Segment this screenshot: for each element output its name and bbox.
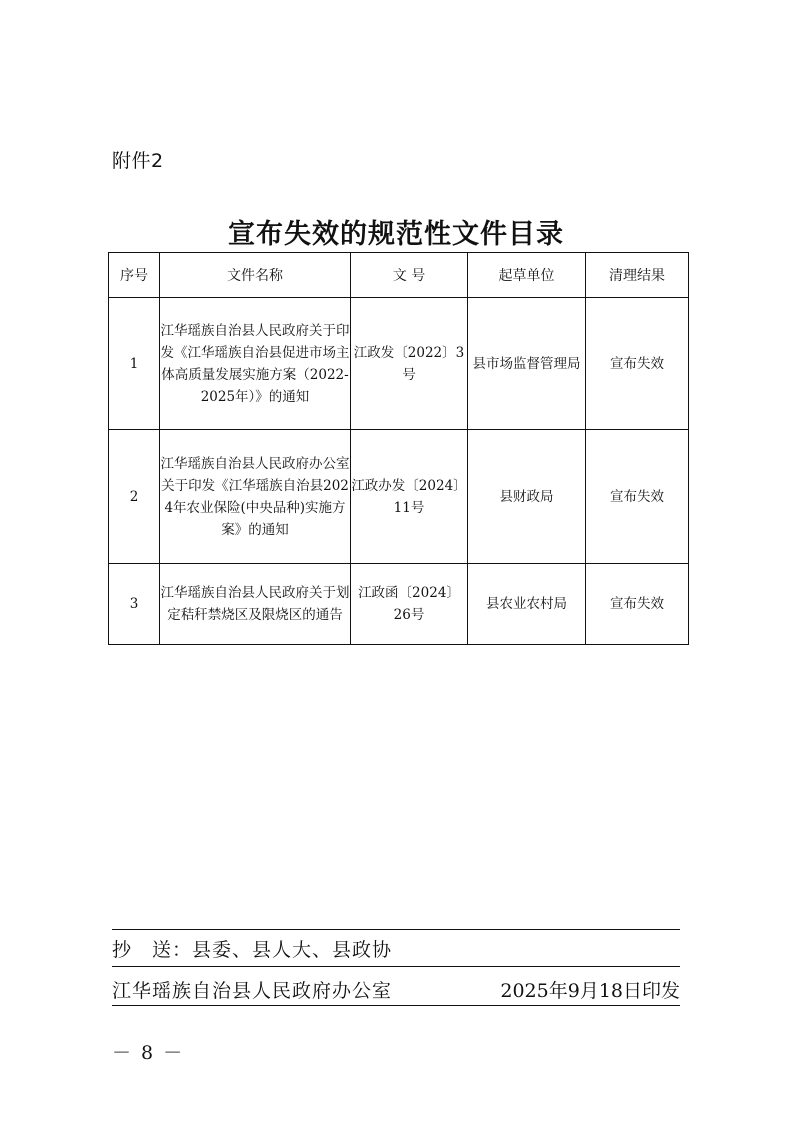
table-header-row — [109, 253, 689, 298]
cell-result: 宣布失效 — [586, 430, 689, 564]
document-catalog-table — [108, 252, 689, 645]
header-file-name: 文件名称 — [160, 253, 351, 298]
footer-middle-rule — [112, 966, 680, 967]
cell-result: 宣布失效 — [586, 564, 689, 645]
header-result: 清理结果 — [586, 253, 689, 298]
issue-date: 2025年9月18日印发 — [500, 980, 680, 1002]
issuer-name: 江华瑶族自治县人民政府办公室 — [112, 980, 393, 1002]
header-doc-number: 文 号 — [351, 253, 468, 298]
cell-doc-number: 江政办发〔2024〕11号 — [351, 430, 468, 564]
page-number: － 8 － — [112, 1042, 185, 1064]
cell-no: 1 — [109, 298, 160, 430]
file-name-text: 江华瑶族自治县人民政府办公室关于印发《江华瑶族自治县2024年农业保险(中央品种)实施方案》的通知 — [160, 455, 350, 538]
cc-line: 抄 送：县委、县人大、县政协 — [112, 939, 393, 961]
cell-no: 3 — [109, 564, 160, 645]
header-drafting-unit: 起草单位 — [468, 253, 586, 298]
cell-file-name — [160, 430, 351, 564]
cell-doc-number: 江政函〔2024〕26号 — [351, 564, 468, 645]
cell-drafting-unit: 县市场监督管理局 — [468, 298, 586, 430]
header-no: 序号 — [109, 253, 160, 298]
file-name-text: 江华瑶族自治县人民政府关于印发《江华瑶族自治县促进市场主体高质量发展实施方案（2022-2025年）》的通知 — [160, 322, 350, 405]
cell-result: 宣布失效 — [586, 298, 689, 430]
document-title: 宣布失效的规范性文件目录 — [228, 219, 564, 250]
footer-bottom-rule — [112, 1005, 680, 1006]
cell-no: 2 — [109, 430, 160, 564]
table-row — [109, 430, 689, 564]
attachment-label: 附件2 — [112, 150, 164, 172]
cell-drafting-unit: 县财政局 — [468, 430, 586, 564]
table-row — [109, 564, 689, 645]
cell-file-name — [160, 298, 351, 430]
footer-top-rule — [112, 929, 680, 930]
table-row — [109, 298, 689, 430]
cell-file-name — [160, 564, 351, 645]
cell-doc-number: 江政发〔2022〕3号 — [351, 298, 468, 430]
cell-drafting-unit: 县农业农村局 — [468, 564, 586, 645]
file-name-text: 江华瑶族自治县人民政府关于划定秸秆禁烧区及限烧区的通告 — [160, 585, 350, 623]
